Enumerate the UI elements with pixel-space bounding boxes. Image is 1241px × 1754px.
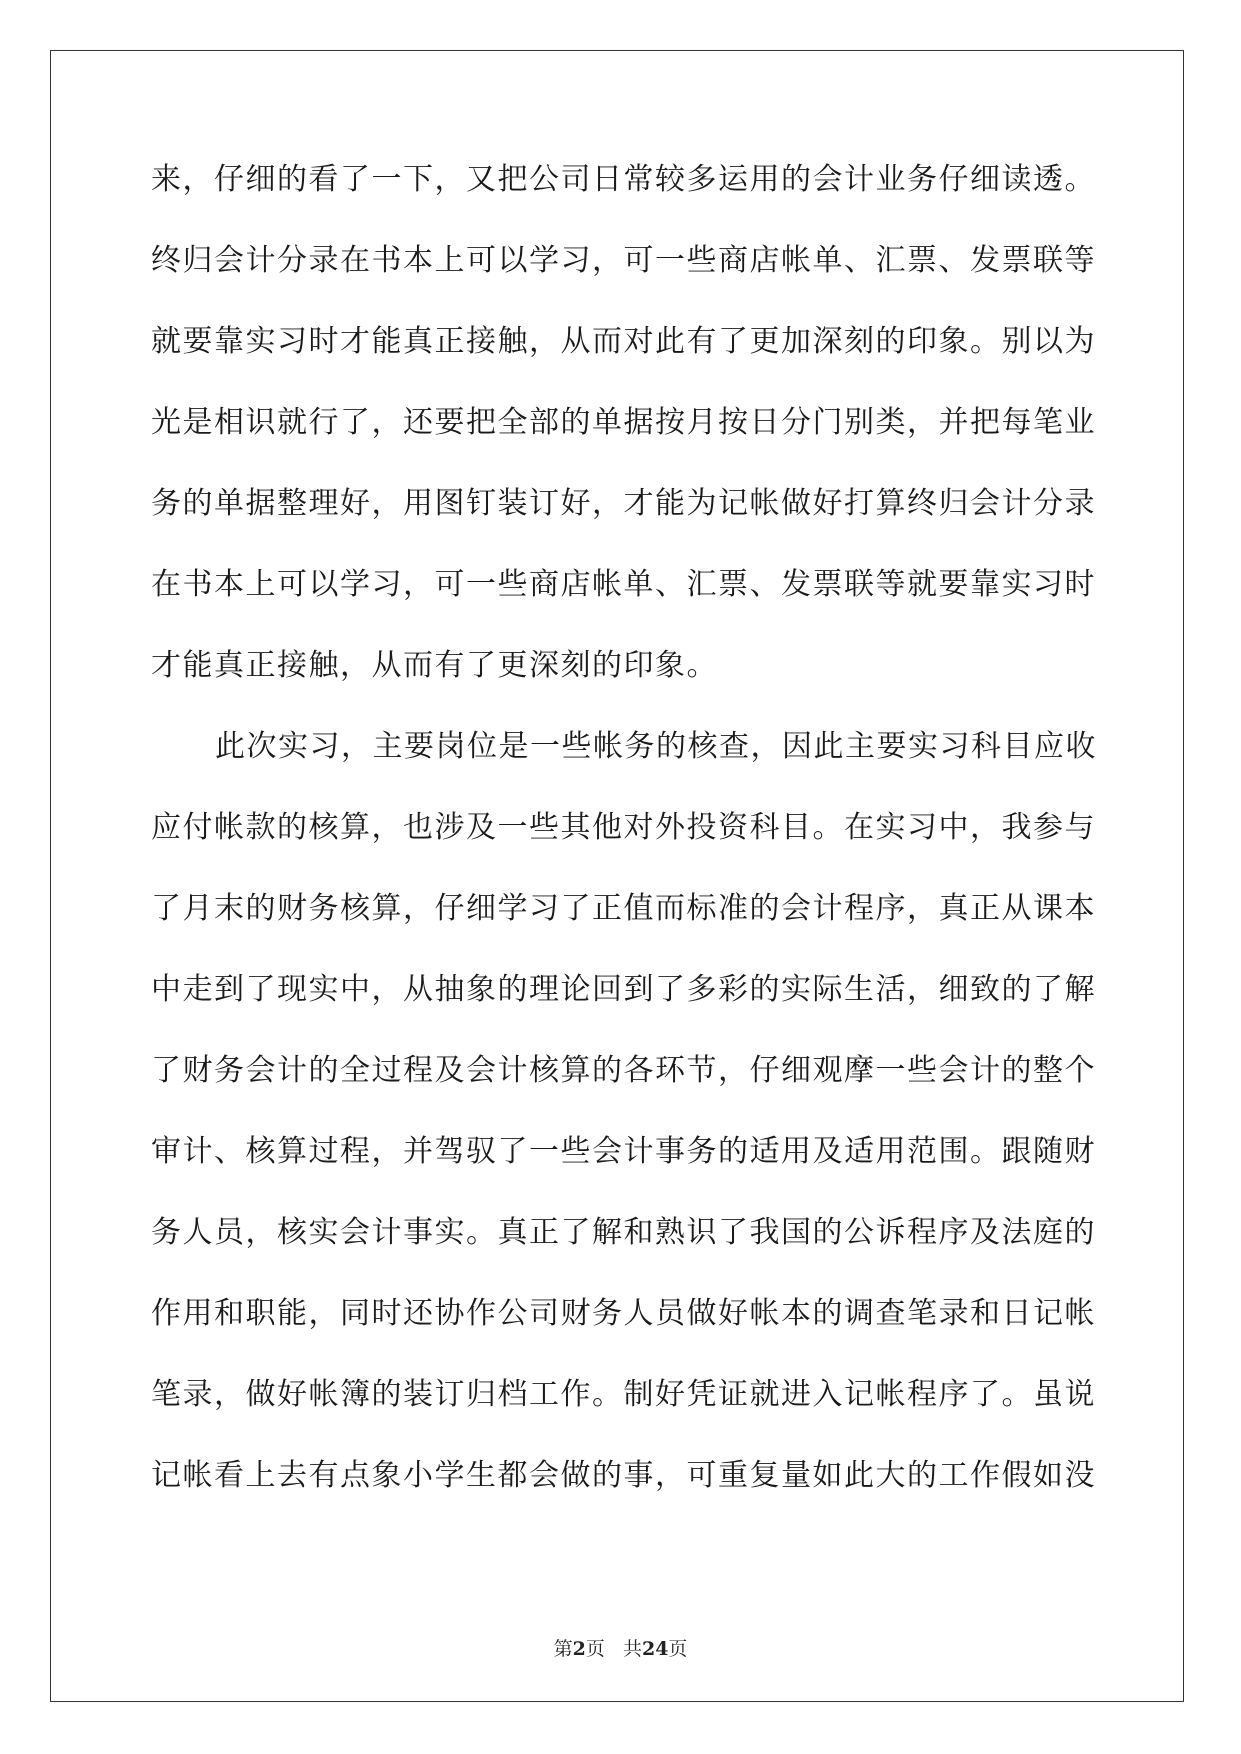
body-text <box>151 162 1097 1541</box>
text-line: 应付帐款的核算，也涉及一些其他对外投资科目。在实习中，我参与 <box>151 810 1096 845</box>
page-prefix: 第 <box>553 1638 573 1660</box>
text-line: 在书本上可以学习，可一些商店帐单、汇票、发票联等就要靠实习时 <box>151 567 1096 602</box>
text-line: 终归会计分录在书本上可以学习，可一些商店帐单、汇票、发票联等 <box>151 243 1096 278</box>
text-line: 来，仔细的看了一下，又把公司日常较多运用的会计业务仔细读透。 <box>151 162 1096 197</box>
text-line: 记帐看上去有点象小学生都会做的事，可重复量如此大的工作假如没 <box>151 1458 1096 1493</box>
text-line: 审计、核算过程，并驾驭了一些会计事务的适用及适用范围。跟随财 <box>151 1134 1096 1169</box>
page-footer <box>0 1634 1241 1661</box>
text-line: 光是相识就行了，还要把全部的单据按月按日分门别类，并把每笔业 <box>151 405 1096 440</box>
total-prefix: 共 <box>622 1638 642 1660</box>
text-line: 务人员，核实会计事实。真正了解和熟识了我国的公诉程序及法庭的 <box>151 1215 1096 1250</box>
text-line: 了月末的财务核算，仔细学习了正值而标准的会计程序，真正从课本 <box>151 891 1096 926</box>
text-line: 笔录，做好帐簿的装订归档工作。制好凭证就进入记帐程序了。虽说 <box>151 1377 1096 1412</box>
paragraph-first-line: 此次实习，主要岗位是一些帐务的核查，因此主要实习科目应收 <box>215 729 1097 764</box>
text-line: 务的单据整理好，用图钉装订好，才能为记帐做好打算终归会计分录 <box>151 486 1096 521</box>
text-line: 才能真正接触，从而有了更深刻的印象。 <box>151 648 718 683</box>
text-line: 了财务会计的全过程及会计核算的各环节，仔细观摩一些会计的整个 <box>151 1053 1096 1088</box>
page-suffix: 页 <box>585 1638 605 1660</box>
text-line: 作用和职能，同时还协作公司财务人员做好帐本的调查笔录和日记帐 <box>151 1296 1096 1331</box>
page-number: 2 <box>572 1638 586 1660</box>
total-suffix: 页 <box>668 1638 688 1660</box>
text-line: 就要靠实习时才能真正接触，从而对此有了更加深刻的印象。别以为 <box>151 324 1096 359</box>
total-pages: 24 <box>641 1638 669 1660</box>
text-line: 中走到了现实中，从抽象的理论回到了多彩的实际生活，细致的了解 <box>151 972 1096 1007</box>
